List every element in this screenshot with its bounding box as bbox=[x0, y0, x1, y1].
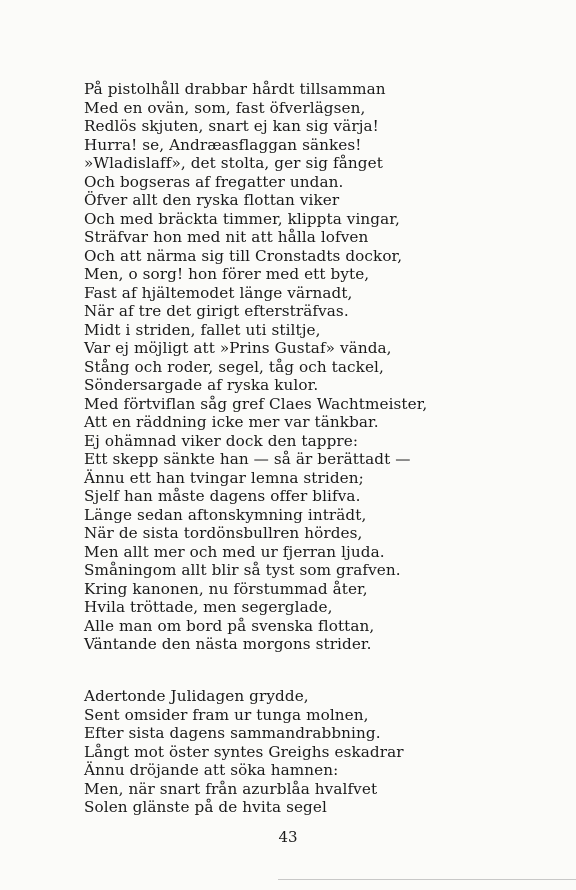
poem-stanza-1 bbox=[84, 80, 427, 654]
poem-line: Men, o sorg! hon förer med ett byte, bbox=[84, 265, 370, 283]
poem-line: Kring kanonen, nu förstummad åter, bbox=[84, 579, 368, 598]
poem-line: Fast af hjältemodet länge värnadt, bbox=[84, 283, 353, 302]
poem-line: På pistolhåll drabbar hårdt tillsamman bbox=[84, 80, 386, 98]
poem-line: Men, när snart från azurblåa hvalfvet bbox=[84, 779, 378, 798]
page-number: 43 bbox=[278, 828, 298, 846]
poem-line: Efter sista dagens sammandrabbning. bbox=[84, 724, 381, 742]
poem-line: Hvila tröttade, men segerglade, bbox=[84, 598, 333, 616]
poem-line: Var ej möjligt att »Prins Gustaf» vända, bbox=[84, 339, 392, 357]
poem-line: Sträfvar hon med nit att hålla lofven bbox=[84, 228, 369, 246]
poem-line: Ett skepp sänkte han — så är berättadt — bbox=[84, 450, 411, 468]
poem-line: Länge sedan aftonskymning inträdt, bbox=[84, 505, 367, 524]
poem-line: Adertonde Julidagen grydde, bbox=[84, 687, 309, 705]
poem-line: Med en ovän, som, fast öfverlägsen, bbox=[84, 98, 366, 117]
poem-line: Alle man om bord på svenska flottan, bbox=[84, 616, 375, 635]
poem-line: Ännu dröjande att söka hamnen: bbox=[84, 761, 339, 779]
page-edge-rule bbox=[278, 879, 576, 880]
poem-line: Och med bräckta timmer, klippta vingar, bbox=[84, 209, 400, 228]
poem-line: Söndersargade af ryska kulor. bbox=[84, 376, 319, 394]
poem-line: Midt i striden, fallet uti stiltje, bbox=[84, 320, 321, 339]
poem-line: När af tre det girigt eftersträfvas. bbox=[84, 302, 349, 320]
poem-line: Och bogseras af fregatter undan. bbox=[84, 172, 344, 191]
poem-line: Småningom allt blir så tyst som grafven. bbox=[84, 561, 401, 579]
poem-line: Väntande den nästa morgons strider. bbox=[84, 635, 372, 653]
poem-line: Långt mot öster syntes Greighs eskadrar bbox=[84, 742, 404, 761]
poem-line: Solen glänste på de hvita segel bbox=[84, 798, 327, 816]
poem-line: Öfver allt den ryska flottan viker bbox=[84, 191, 340, 209]
poem-line: Hurra! se, Andræasflaggan sänkes! bbox=[84, 135, 362, 154]
poem-line: Stång och roder, segel, tåg och tackel, bbox=[84, 357, 384, 376]
poem-line: Att en räddning icke mer var tänkbar. bbox=[84, 413, 379, 431]
poem-stanza-2 bbox=[84, 687, 404, 817]
poem-line: Sjelf han måste dagens offer blifva. bbox=[84, 487, 361, 505]
poem-line: Redlös skjuten, snart ej kan sig värja! bbox=[84, 117, 379, 135]
poem-line: Och att närma sig till Cronstadts dockor, bbox=[84, 246, 403, 265]
poem-line: Sent omsider fram ur tunga molnen, bbox=[84, 705, 369, 724]
poem-line: Med förtviflan såg gref Claes Wachtmeister, bbox=[84, 394, 428, 413]
poem-line: »Wladislaff», det stolta, ger sig fånget bbox=[84, 154, 383, 172]
poem-line: Ännu ett han tvingar lemna striden; bbox=[84, 468, 364, 487]
poem-line: Men allt mer och med ur fjerran ljuda. bbox=[84, 542, 385, 561]
poem-line: När de sista tordönsbullren hördes, bbox=[84, 524, 363, 542]
poem-line: Ej ohämnad viker dock den tappre: bbox=[84, 431, 359, 450]
